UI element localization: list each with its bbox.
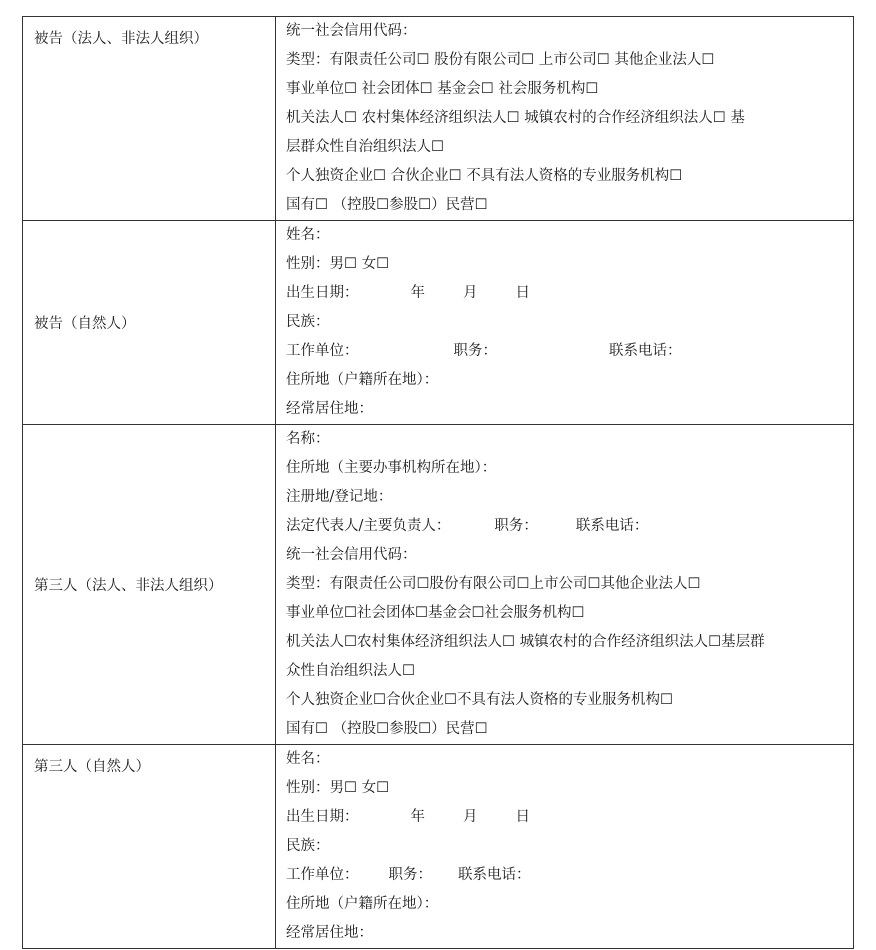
row-content-cell: [276, 17, 854, 221]
duty-label: 职务：: [494, 518, 538, 534]
birth-date-line: [286, 803, 847, 832]
habitual-residence-line: 经常居住地：: [286, 401, 373, 417]
type-line: 类型：有限责任公司☐ 股份有限公司☐ 上市公司☐ 其他企业法人☐: [286, 52, 715, 68]
row-content-cell: [276, 745, 854, 949]
credit-code-line: 统一社会信用代码：: [286, 23, 417, 39]
year-label: 年: [410, 809, 425, 825]
work-unit-label: 工作单位：: [286, 343, 359, 359]
gender-line: 性别：男☐ 女☐: [286, 256, 390, 272]
birth-date-label: 出生日期：: [286, 285, 359, 301]
year-label: 年: [410, 285, 425, 301]
name-line: 姓名：: [286, 751, 330, 767]
duty-label: 职务：: [453, 343, 497, 359]
type-line: 众性自治组织法人☐: [286, 663, 415, 679]
gender-line: 性别：男☐ 女☐: [286, 780, 390, 796]
work-unit-label: 工作单位：: [286, 867, 359, 883]
ownership-line: 国有☐ （控股☐参股☐）民营☐: [286, 721, 488, 737]
row-defendant-org: [23, 17, 854, 221]
row-label: 第三人（法人、非法人组织）: [34, 578, 223, 594]
month-label: 月: [463, 809, 478, 825]
day-label: 日: [515, 809, 530, 825]
row-content-cell: [276, 221, 854, 425]
ownership-line: 国有☐ （控股☐参股☐）民营☐: [286, 197, 488, 213]
address-line: 住所地（主要办事机构所在地）：: [286, 460, 497, 476]
row-content-cell: [276, 425, 854, 745]
ethnic-line: 民族：: [286, 838, 330, 854]
type-line: 机关法人☐ 农村集体经济组织法人☐ 城镇农村的合作经济组织法人☐ 基: [286, 110, 745, 126]
registration-line: 注册地/登记地：: [286, 489, 393, 505]
org-name-line: 名称：: [286, 431, 330, 447]
row-label-cell: [23, 17, 276, 221]
representative-label: 法定代表人/主要负责人：: [286, 518, 451, 534]
representative-line: [286, 512, 847, 541]
credit-code-line: 统一社会信用代码：: [286, 547, 417, 563]
birth-date-label: 出生日期：: [286, 809, 359, 825]
residence-line: 住所地（户籍所在地）：: [286, 372, 439, 388]
row-third-party-person: [23, 745, 854, 949]
row-label-cell: [23, 425, 276, 745]
day-label: 日: [515, 285, 530, 301]
type-line: 机关法人☐农村集体经济组织法人☐ 城镇农村的合作经济组织法人☐基层群: [286, 634, 765, 650]
month-label: 月: [463, 285, 478, 301]
row-defendant-person: [23, 221, 854, 425]
party-info-table: [22, 16, 854, 949]
habitual-residence-line: 经常居住地：: [286, 925, 373, 941]
ethnic-line: 民族：: [286, 314, 330, 330]
row-label-cell: [23, 745, 276, 949]
row-third-party-org: [23, 425, 854, 745]
duty-label: 职务：: [388, 867, 432, 883]
name-line: 姓名：: [286, 227, 330, 243]
residence-line: 住所地（户籍所在地）：: [286, 896, 439, 912]
type-line: 事业单位☐ 社会团体☐ 基金会☐ 社会服务机构☐: [286, 81, 599, 97]
phone-label: 联系电话：: [609, 343, 682, 359]
type-line: 个人独资企业☐ 合伙企业☐ 不具有法人资格的专业服务机构☐: [286, 168, 683, 184]
row-label: 被告（自然人）: [34, 316, 136, 332]
row-label: 第三人（自然人）: [34, 759, 150, 775]
type-line: 类型：有限责任公司☐股份有限公司☐上市公司☐其他企业法人☐: [286, 576, 701, 592]
phone-label: 联系电话：: [458, 867, 531, 883]
type-line: 个人独资企业☐合伙企业☐不具有法人资格的专业服务机构☐: [286, 692, 673, 708]
work-line: [286, 861, 847, 890]
row-label-cell: [23, 221, 276, 425]
type-line: 层群众性自治组织法人☐: [286, 139, 444, 155]
row-label: 被告（法人、非法人组织）: [34, 31, 208, 47]
birth-date-line: [286, 279, 847, 308]
type-line: 事业单位☐社会团体☐基金会☐社会服务机构☐: [286, 605, 585, 621]
work-line: [286, 337, 847, 366]
phone-label: 联系电话：: [575, 518, 649, 534]
